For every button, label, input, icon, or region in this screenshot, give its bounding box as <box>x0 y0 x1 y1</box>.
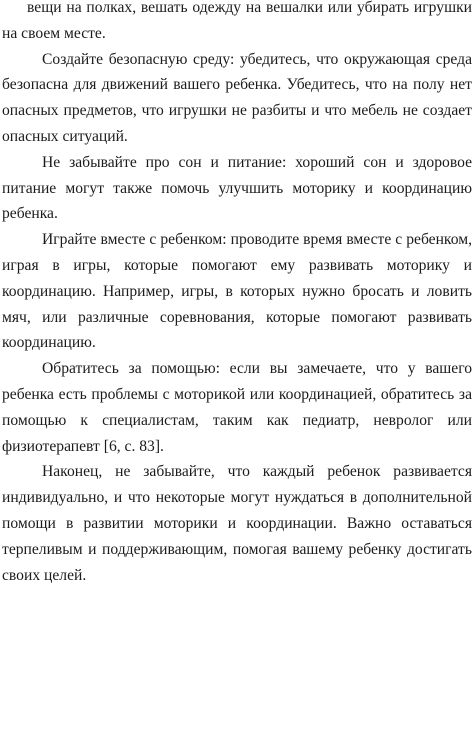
paragraph-seek-help: Обратитесь за помощью: если вы замечаете, что у вашего ребенка есть проблемы с моторикой или координацией, обратитесь за помощью к специалистам, таким как педиатр, невролог или физиотерапевт [6, с. 83]. <box>2 360 472 455</box>
paragraph-conclusion: Наконец, не забывайте, что каждый ребенок развивается индивидуально, и что некоторые могут нуждаться в дополнительной помощи в развитии моторики и координации. Важно оставаться терпеливым и поддерживающим, помогая вашему ребенку достигать своих целей. <box>2 463 472 584</box>
document-body <box>2 0 472 588</box>
paragraph-sleep-nutrition: Не забывайте про сон и питание: хороший сон и здоровое питание могут также помочь улучшить моторику и координацию ребенка. <box>2 153 472 223</box>
paragraph-safe-environment: Создайте безопасную среду: убедитесь, что окружающая среда безопасна для движений вашего ребенка. Убедитесь, что на полу нет опасных предметов, что игрушки не разбиты и что мебель не создает опасных ситуаций. <box>2 50 472 145</box>
paragraph-continuation: вещи на полках, вешать одежду на вешалки или убирать игрушки на своем месте. <box>2 0 472 42</box>
paragraph-play-together: Играйте вместе с ребенком: проводите время вместе с ребенком, играя в игры, которые помогают ему развивать моторику и координацию. Например, игры, в которых нужно бросать и ловить мяч, или различные соревнования, которые помогают развивать координацию. <box>2 231 472 352</box>
